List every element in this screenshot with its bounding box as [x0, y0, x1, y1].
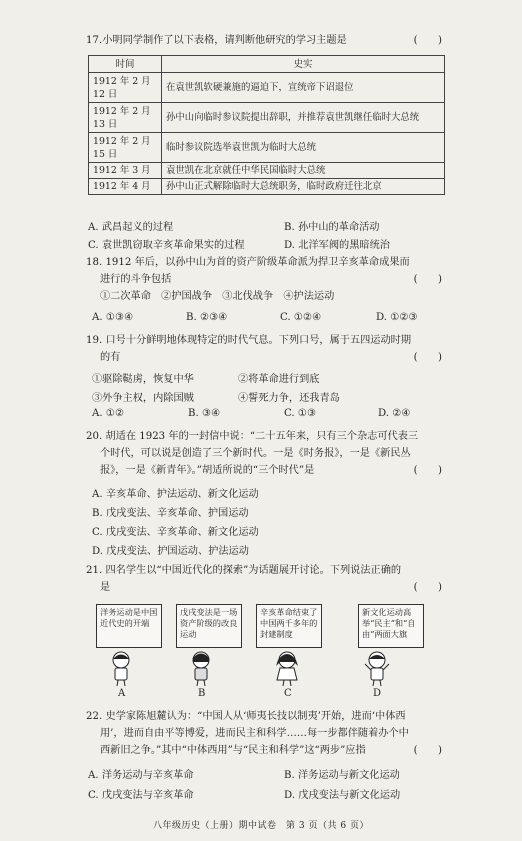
- q19-item: ①驱除鞑虏，恢复中华: [92, 374, 194, 385]
- question-22: [86, 708, 442, 759]
- option-d[interactable]: D. 戊戌变法与新文化运动: [284, 790, 401, 801]
- speech-bubble-d: 新文化运动高举“民主”和“自由”两面大旗: [358, 604, 424, 648]
- table-cell-date: 1912 年 2 月 15 日: [89, 133, 162, 163]
- answer-paren: ( ): [413, 465, 442, 476]
- table-cell-date: 1912 年 3 月: [89, 163, 162, 179]
- option-a[interactable]: A: [118, 688, 126, 699]
- table-cell-date: 1912 年 2 月 13 日: [89, 103, 162, 133]
- table-cell-fact: 在袁世凯软硬兼施的逼迫下，宣统帝下诏退位: [162, 73, 445, 103]
- option-b[interactable]: B. 戊戌变法、辛亥革命、护国运动: [92, 508, 249, 519]
- option-b[interactable]: B. 孙中山的革命活动: [284, 222, 380, 233]
- student-illustration-b: [186, 650, 216, 686]
- option-b[interactable]: B. 洋务运动与新文化运动: [284, 770, 400, 781]
- student-illustration-c: [272, 650, 302, 686]
- speech-bubble-b: 戊戌变法是一场资产阶级的改良运动: [176, 604, 242, 648]
- q19-item: ③外争主权，内除国贼: [92, 393, 194, 404]
- answer-paren: ( ): [413, 352, 442, 363]
- option-d[interactable]: D. 戊戌变法、护国运动、护法运动: [92, 546, 249, 557]
- option-a[interactable]: A. 洋务运动与辛亥革命: [88, 770, 194, 781]
- table-cell-fact: 袁世凯在北京就任中华民国临时大总统: [162, 163, 445, 179]
- option-a[interactable]: A. ①③④: [92, 312, 134, 323]
- table-header-row: [89, 56, 445, 73]
- speech-bubble-a: 洋务运动是中国近代史的开端: [96, 604, 162, 648]
- option-d[interactable]: D. 北洋军阀的黑暗统治: [284, 240, 390, 251]
- q18-line2: 进行的斗争包括: [100, 274, 172, 285]
- option-b[interactable]: B. ③④: [188, 408, 221, 419]
- table-row: [89, 103, 445, 133]
- question-20: [86, 428, 442, 479]
- table-header: 时间: [89, 56, 162, 73]
- option-b[interactable]: B. ②③④: [186, 312, 228, 323]
- table-header: 史实: [162, 56, 445, 73]
- q20-line1: 20. 胡适在 1923 年的一封信中说：“二十五年来，只有三个杂志可代表三: [86, 431, 419, 442]
- history-table: [88, 55, 445, 195]
- q19-item: ④誓死力争，还我青岛: [238, 393, 340, 404]
- option-d[interactable]: D: [373, 688, 382, 699]
- option-d[interactable]: D. ②④: [378, 408, 411, 419]
- table-row: [89, 179, 445, 195]
- student-illustration-d: [362, 650, 392, 686]
- q18-line1: 18. 1912 年后，以孙中山为首的资产阶级革命派为捍卫辛亥革命成果而: [86, 257, 410, 268]
- q17-stem: 17.小明同学制作了以下表格，请判断他研究的学习主题是: [86, 35, 347, 46]
- option-a[interactable]: A. 辛亥革命、护法运动、新文化运动: [92, 489, 259, 500]
- q18-items: ①二次革命 ②护国战争 ③北伐战争 ④护法运动: [100, 291, 335, 302]
- option-a[interactable]: A. ①②: [92, 408, 125, 419]
- table-row: [89, 73, 445, 103]
- q22-line2: 用’，进而自由平等博爱，进而民主和科学……每一步都伴随着办个中: [100, 728, 409, 739]
- option-c[interactable]: C. ①③: [284, 408, 317, 419]
- table-cell-fact: 临时参议院选举袁世凯为临时大总统: [162, 133, 445, 163]
- answer-paren: ( ): [413, 274, 442, 285]
- q21-line2: 是: [100, 582, 111, 593]
- q19-item: ②将革命进行到底: [238, 374, 320, 385]
- option-a[interactable]: A. 武昌起义的过程: [88, 222, 174, 233]
- answer-paren: ( ): [413, 35, 442, 46]
- q22-line1: 22. 史学家陈旭麓认为：“中国人从‘师夷长技以制夷’开始，进而‘中体西: [86, 711, 406, 722]
- q19-line1: 19. 口号十分鲜明地体现特定的时代气息。下列口号，属于五四运动时期: [86, 335, 412, 346]
- q19-line2: 的有: [100, 352, 121, 363]
- option-c[interactable]: C. 袁世凯窃取辛亥革命果实的过程: [88, 240, 245, 251]
- table-row: [89, 133, 445, 163]
- question-21: [86, 562, 442, 596]
- question-18: [86, 254, 442, 305]
- answer-paren: ( ): [413, 582, 442, 593]
- option-c[interactable]: C. 戊戌变法、辛亥革命、新文化运动: [92, 527, 259, 538]
- table-row: [89, 163, 445, 179]
- option-b[interactable]: B: [198, 688, 206, 699]
- table-cell-date: 1912 年 2 月 12 日: [89, 73, 162, 103]
- table-cell-date: 1912 年 4 月: [89, 179, 162, 195]
- q20-line2: 个时代，可以说是创造了三个新时代。一是《时务报》，一是《新民丛: [100, 448, 411, 459]
- answer-paren: ( ): [413, 745, 442, 756]
- question-19: [86, 332, 442, 366]
- table-cell-fact: 孙中山向临时参议院提出辞职，并推荐袁世凯继任临时大总统: [162, 103, 445, 133]
- q20-line3: 报》，一是《新青年》。”胡适所说的“三个时代”是: [100, 465, 315, 476]
- option-d[interactable]: D. ①②③: [376, 312, 418, 323]
- question-17: [86, 32, 442, 49]
- table-cell-fact: 孙中山正式解除临时大总统职务，临时政府迁往北京: [162, 179, 445, 195]
- option-c[interactable]: C. ①②④: [280, 312, 322, 323]
- student-illustration-a: [106, 650, 136, 686]
- speech-bubble-c: 辛亥革命结束了中国两千多年的封建制度: [256, 604, 322, 648]
- page-footer: 八年级历史（上册）期中试卷 第 3 页（共 6 页）: [153, 821, 369, 831]
- q22-line3: 西新旧之争。”其中“中体西用”与“民主和科学”这“两步”应指: [100, 745, 366, 756]
- option-c[interactable]: C. 戊戌变法与辛亥革命: [88, 790, 194, 801]
- option-c[interactable]: C: [284, 688, 292, 699]
- q21-line1: 21. 四名学生以“中国近代化的探索”为话题展开讨论。下列说法正确的: [86, 565, 402, 576]
